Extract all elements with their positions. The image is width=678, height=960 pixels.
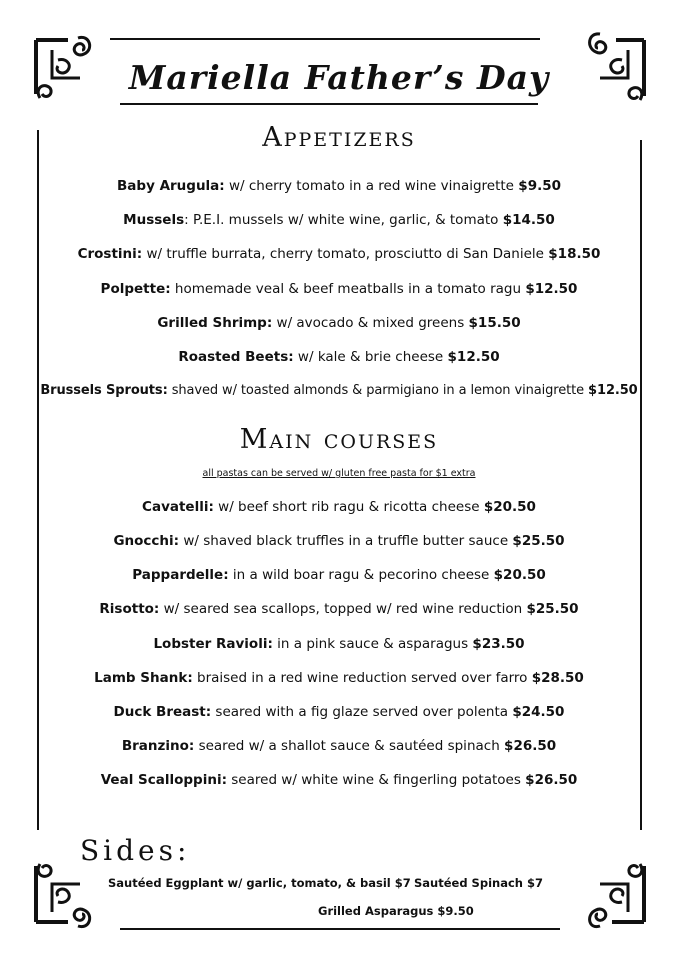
corner-ornament-icon-bottom-right <box>582 856 652 936</box>
menu-item: Roasted Beets: w/ kale & brie cheese $12.50 <box>178 349 500 365</box>
corner-ornament-icon-bottom-left <box>28 856 98 936</box>
appetizers-heading: Appetizers <box>262 122 416 153</box>
menu-item: Branzino: seared w/ a shallot sauce & sautéed spinach $26.50 <box>121 738 557 754</box>
menu-item: Duck Breast: seared with a fig glaze served over polenta $24.50 <box>113 704 565 720</box>
menu-item: Brussels Sprouts: shaved w/ toasted almonds & parmigiano in a lemon vinaigrette $12.50 <box>40 383 638 398</box>
menu-item: Cavatelli: w/ beef short rib ragu & ricotta cheese $20.50 <box>142 499 536 515</box>
menu-item: Mussels: P.E.I. mussels w/ white wine, garlic, & tomato $14.50 <box>123 212 555 228</box>
top-rule <box>110 38 540 40</box>
menu-item: Lobster Ravioli: in a pink sauce & asparagus $23.50 <box>153 636 525 652</box>
menu-item: Baby Arugula: w/ cherry tomato in a red wine vinaigrette $9.50 <box>117 178 561 194</box>
title-underline <box>120 103 538 105</box>
menu-item: Pappardelle: in a wild boar ragu & pecorino cheese $20.50 <box>132 567 546 583</box>
menu-item: Polpette: homemade veal & beef meatballs in a tomato ragu $12.50 <box>100 281 578 297</box>
menu-item: Lamb Shank: braised in a red wine reduction served over farro $28.50 <box>94 670 584 686</box>
main-courses-heading: Main courses <box>239 424 439 455</box>
menu-item: Risotto: w/ seared sea scallops, topped w/ red wine reduction $25.50 <box>99 601 579 617</box>
left-border <box>37 130 39 830</box>
bottom-rule <box>120 928 560 930</box>
menu-item: Gnocchi: w/ shaved black truffles in a truffle butter sauce $25.50 <box>113 533 565 549</box>
right-border <box>640 140 642 830</box>
gluten-free-note: all pastas can be served w/ gluten free pasta for $1 extra <box>202 468 476 479</box>
side-item: Grilled Asparagus $9.50 <box>318 904 474 918</box>
sides-heading: Sides: <box>80 834 191 867</box>
menu-item: Veal Scalloppini: seared w/ white wine & fingerling potatoes $26.50 <box>100 772 578 788</box>
page-title: Mariella Father’s Day <box>128 58 550 97</box>
menu-item: Grilled Shrimp: w/ avocado & mixed greens $15.50 <box>157 315 521 331</box>
menu-item: Crostini: w/ truffle burrata, cherry tomato, prosciutto di San Daniele $18.50 <box>77 246 601 262</box>
side-item: Sautéed Eggplant w/ garlic, tomato, & basil $7 <box>108 876 411 890</box>
side-item: Sautéed Spinach $7 <box>414 876 543 890</box>
